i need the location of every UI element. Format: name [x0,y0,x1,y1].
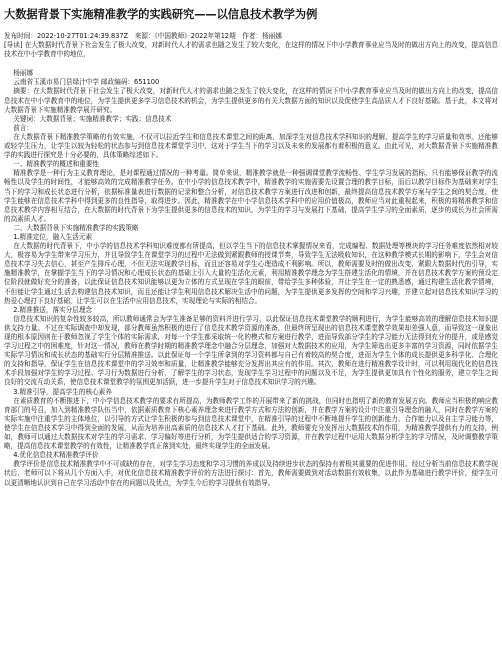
subsection-heading: 1.精准定位，融入生活元素 [13,232,93,241]
section-paragraph: 在素质教育的不断推进下，中小学信息技术教学的要求有所提高，为教师教学工作的开展带来了新的挑战，但同时也指明了新的教育发展方向。教师应当积极的响应教育部门的号召，加入到精准教学队伍当中，依据素质教育下核心素养理念来进行教学方式和方法的创新，并在教学方案的设计中注重引导理念的融入，同时在教学方案的实际实施中注重学生的主体地位，以引导的方式让学生积极的参与到信息技术课堂中，在精准引导的过程中不断地提升学生的创新能力、合作能力以及自主学习能力等，使学生在信息技术学习中得到全面的发展，从而为培养出高素质的信息技术人才打下基础。此外，教师要充分发挥出大数据技术的作用，为精准教学提供有力的支持，例如，教师可以通过大数据技术对学生的学习需求、学习偏好等进行分析，为学生提供适合的学习资源，并在教学过程中运用大数据分析学生的学习情况，及时调整教学策略，提高信息技术课堂教学的有效性，让精准教学真正落到实处，最终实现学生的全面发展。 [4,396,498,451]
author-name: 杨丽娜 [13,69,34,78]
article-guide: [导读] 在大数据时代背景下社会发生了极大改变，对新时代人才的需求也随之发生了较大变化，在这样的情况下中小学教育事业应当及时的做出方向上的改变，提高信息技术在中小学教育中的地位， [4,41,498,59]
section-paragraph: 信息技术知识的复杂性较多较高，所以教师通常会为学生准备足够的资料并进行学习，以此保证信息技术课堂教学的顺利进行，为学生能够高效的理解信息技术知识提供支持力量。不过在实际调查中却发现，部分教师虽然积极的进行了信息技术教学资源的准备，但最终所呈现出的信息技术课堂教学效果却差强人意，而导致这一现象出现的根本原因则在于教师忽视了学生个体的实际需求，对每一个学生都采取统一化的模式和方案进行教学，进而导致部分学生的学习能力无法得到充分的提升，或是感觉学习过程之中的困难度，针对这一情况，教师在教学时期的精准教学理念中融合分层理念，加强对大数据技术的应用，为学生筛选出更多丰富的学习资源，同时依据学生实际学习情况和成长状态的基础实行分层精准推送。以此保证每一个学生所拿到的学习资料都与自己有着较高的契合度，进而为学生个体的成长提供更多科学化、合理化的支持和指导，保证学生在信息技术课堂中的学习效率和质量，让精准教学能够充分发挥出其应有的作用。其次，教师在进行精准教学设计时，可以利用现代化的信息技术手段加强对学生的学习过程、学习行为数据进行分析，了解学生的学习状态，发现学生学习过程中的问题以及不足，为学生提供更加具有个性化的服务，建立学生之间良好的交流互动关系，使信息技术课堂教学的氛围更加活跃，进一步提升学生对于信息技术知识学习的兴趣。 [4,314,498,387]
section-paragraph: 教学评价是信息技术精准教学中不可或缺的存在，对学生学习态度和学习习惯的养成以及持续进步状态的保持有着极其重要的促进作用。经过分析当前信息技术教学现状后，老师可以下将从几个方面入手，对优化信息技术精准教学评价的方法进行探讨：首先，教师需要做到对活动数据有效收集，以此作为基础进行教学评价，便学生可以更清晰地认识到自己在学习活动中存在的问题以及优点，为学生今后的学习提供有效指导。 [4,460,498,487]
section-heading: 二、大数据背景下实施精准教学的实践策略 [13,223,139,232]
keywords: 关键词：大数据背景；实施精准教学；实践；信息技术 [13,114,172,123]
author-affiliation: 云南省玉溪市易门县绿汁中学 邮政编码：651100 [13,78,160,87]
abstract: 摘要：在大数据时代背景下社会发生了极大改变，对新时代人才的需求也随之发生了较大变化，在这样的情况下中小学教育事业应当及时的做出方向上的改变，提高信息技术在中小学教育中的地位，为学生提供更多学习信息技术的机会，为学生提供更多的有关大数据方面的知识以及促使学生高品质人才下良好基础。基于此，本文将对大数据背景下实施精准教学展开研究。 [4,87,498,114]
section-heading: 一、精准教学的概述和重要性 [13,160,99,169]
publication-line: 发布时间：2022-10-27T01:24:39.837Z 来源：《中国教师》2022年第12期 作者：杨丽娜 [4,32,282,40]
preface-heading: 前言： [13,123,34,132]
subsection-heading: 2.精准推送，落实分层理念 [13,305,93,314]
subsection-heading: 3.精准引导，提高学生的核心素养 [13,387,112,396]
subsection-heading: 4.优化信息技术精准教学评价 [13,451,99,460]
section-paragraph: 在大数据的时代背景下，中小学的信息技术学科知识难度都有所提高，但以学生当下的信息技术掌握情况来看，完成编程、数据处理等模块的学习任务难度依然相对较大，极容易为学生带来学习压力，并且导致学生在课堂学习的过程中无法做到紧跟教师的授课节奏，导致学生无法吸收知识，在这种教学模式长期的影响下，学生会对信息技术学习失去信心，甚至产生排斥心理，不但无法实现教学目标，而且还容易对学生心理造成不利影响。所以，教师需要及时的做出改变，紧跟大数据时代的引导，实施精准教学，在掌握学生当下的学习情况和心理成长状态的基础上引入大量的生活化元素，利用精准教学理念为学生搭建生活化的情境，并在信息技术教学方案的预设定位阶段就做好充分的准备，以此保证信息技术知识能够以更为立体的方式呈现在学生的眼前，带给学生多种体验，并让学生在一定的熟悉感，通过构建生活化教学情境，不但能让学生通过生活去构建信息技术知识，而且还能让学生利用信息技术解决生活中的问题，为学生提供更多发挥的空间和学习兴趣，并建立起对信息技术知识学习的热爱心理打下良好基础，让学生可以在生活中应用信息技术，实现理论与实际的相结合。 [4,242,498,305]
preface-paragraph: 在大数据背景下精准教学策略的有效实施，不仅可以拉近学生和信息技术课堂之间的距离，加深学生对信息技术学科知识的理解，提高学生的学习质量和效率。还能够或轻学生压力，让学生以较为轻松的状态参与到信息技术课堂学习中，这对于学生当下的学习以及未来的发展都有着积极的意义。由此可见，对大数据背景下实施精准教学的实践进行探究是十分必要的，具体策略综述如下。 [4,132,498,160]
article-title: 大数据背景下实施精准教学的实践研究——以信息技术教学为例 [4,8,318,21]
section-paragraph: 精准教学是一种行为主义教育理论，是对课程通过情况的一种考量。简单来说，精准教学就是一种强调课堂教学流畅性、学生学习发展的指标，只有能够保证教学的流畅性以及学生的时间性，才能够高效的完成精准教学任务。在中小学的信息技术教学中，精准教学的实施需要先设置合理的教学目标，而后以教学目标作为基础来对学生当下的学习和成长状态进行分析，依据标准量表进行数据的记录和整合分析，对信息技术教学方案进行改进和创新，最终提高信息技术教学方案与学生之间的契合度，使学生能够在信息技术学科中得到更多的良性指导，取得进步。因此，精准教学在中小学信息技术学科中的应用价值极高，教师应当对此重视起来，积极的将精准教学和信息技术教学内容相互结合，在大数据的时代背景下为学生提供更多的信息技术的知识，为学生的学习与发展打下基础，提高学生学习的全面素质，逐步的成长为社会所需的高素质人才。 [4,169,498,223]
